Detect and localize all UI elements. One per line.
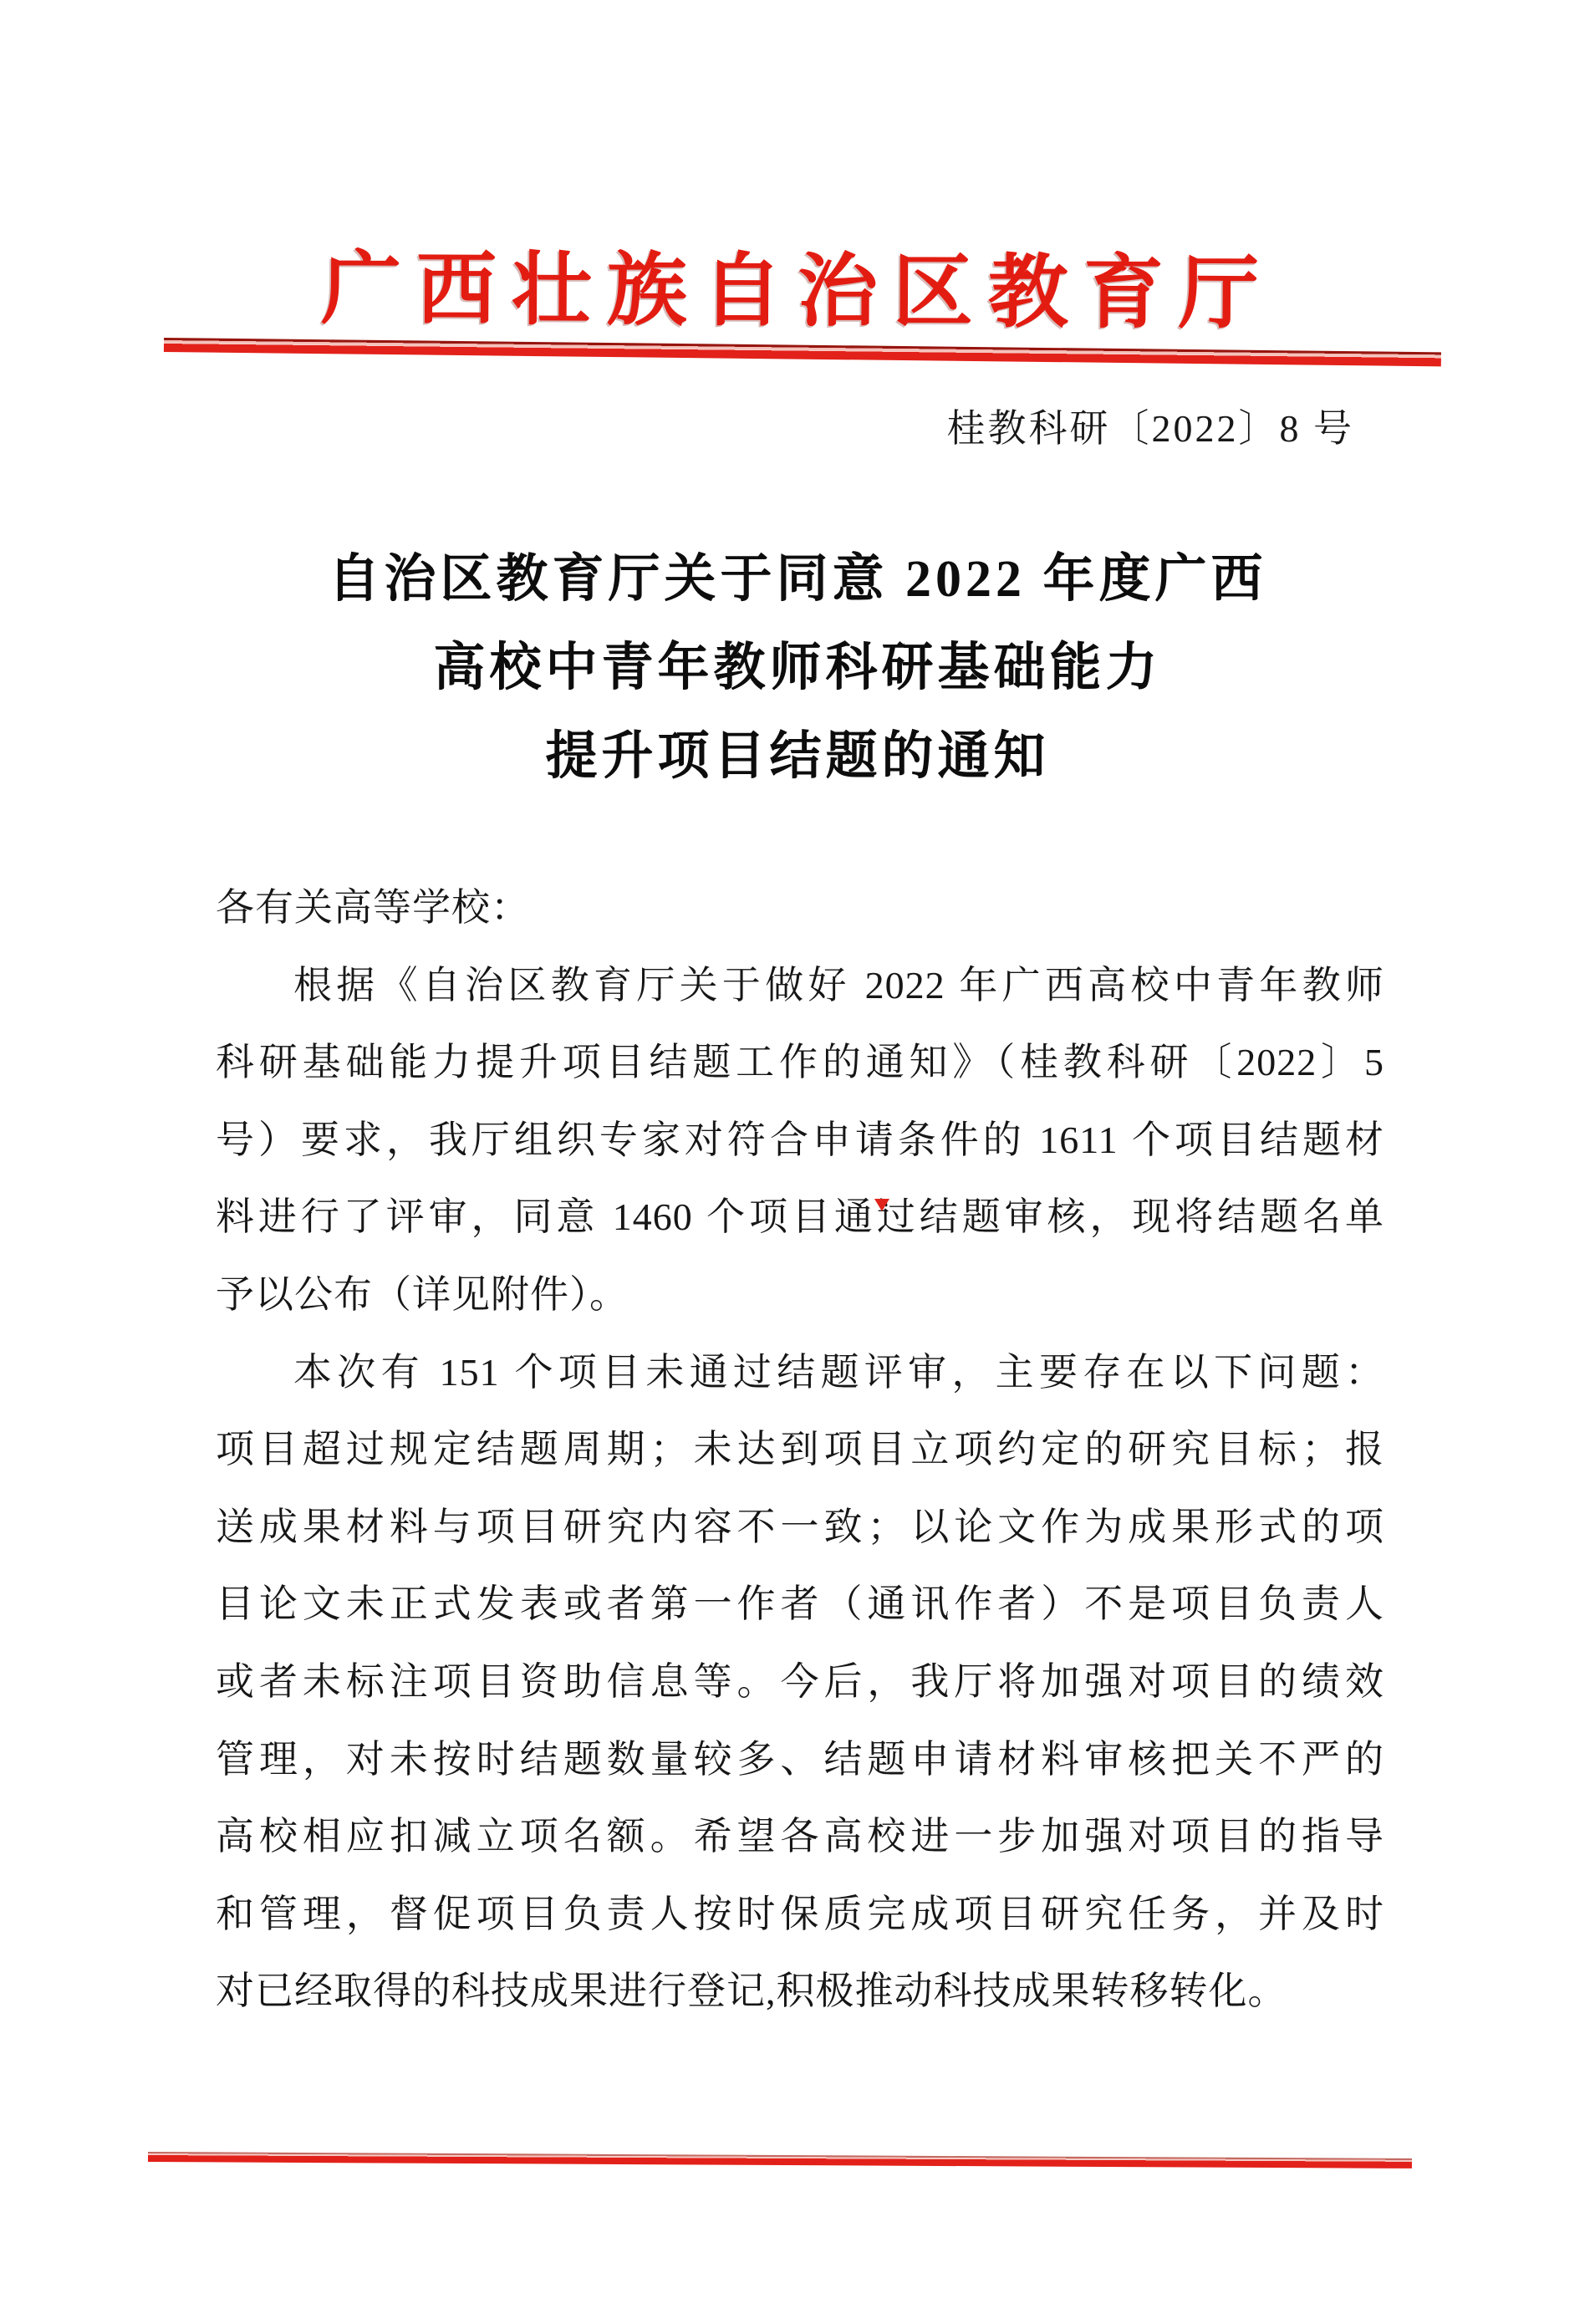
title-line: 高校中青年教师科研基础能力 [433, 640, 1162, 696]
document-title [0, 535, 1595, 801]
body-line: 管理，对未按时结题数量较多、结题申请材料审核把关不严的 [216, 1737, 1384, 1781]
body-line: 本次有 151 个项目未通过结题评审，主要存在以下问题： [293, 1350, 1384, 1394]
body-line: 高校相应扣减立项名额。希望各高校进一步加强对项目的指导 [216, 1815, 1384, 1858]
body-line: 科研基础能力提升项目结题工作的通知》（桂教科研〔2022〕5 [216, 1041, 1384, 1084]
title-line: 提升项目结题的通知 [545, 728, 1050, 785]
footer-divider-line [148, 2152, 1412, 2169]
body-line: 或者未标注项目资助信息等。今后，我厅将加强对项目的绩效 [216, 1659, 1384, 1703]
agency-masthead: 广西壮族自治区教育厅 [320, 244, 1275, 339]
red-annotation-mark [874, 1199, 889, 1211]
body-line: 对已经取得的科技成果进行登记,积极推动科技成果转移转化。 [216, 1970, 1287, 2013]
body-line-salutation: 各有关高等学校： [216, 886, 530, 929]
document-number: 桂教科研〔2022〕8 号 [946, 407, 1354, 450]
body-line: 根据《自治区教育厅关于做好 2022 年广西高校中青年教师 [293, 963, 1384, 1007]
document-body [216, 869, 1384, 2031]
body-line: 目论文未正式发表或者第一作者（通讯作者）不是项目负责人 [216, 1582, 1384, 1626]
body-line: 项目超过规定结题周期；未达到项目立项约定的研究目标；报 [216, 1428, 1384, 1471]
title-line: 自治区教育厅关于同意 2022 年度广西 [328, 551, 1267, 608]
body-line: 送成果材料与项目研究内容不一致；以论文作为成果形式的项 [216, 1505, 1384, 1548]
body-line: 料进行了评审，同意 1460 个项目通过结题审核，现将结题名单 [216, 1195, 1384, 1239]
body-line: 号）要求，我厅组织专家对符合申请条件的 1611 个项目结题材 [216, 1118, 1384, 1161]
body-line: 予以公布（详见附件）。 [216, 1272, 629, 1316]
body-line: 和管理，督促项目负责人按时保质完成项目研究任务，并及时 [216, 1892, 1384, 1935]
